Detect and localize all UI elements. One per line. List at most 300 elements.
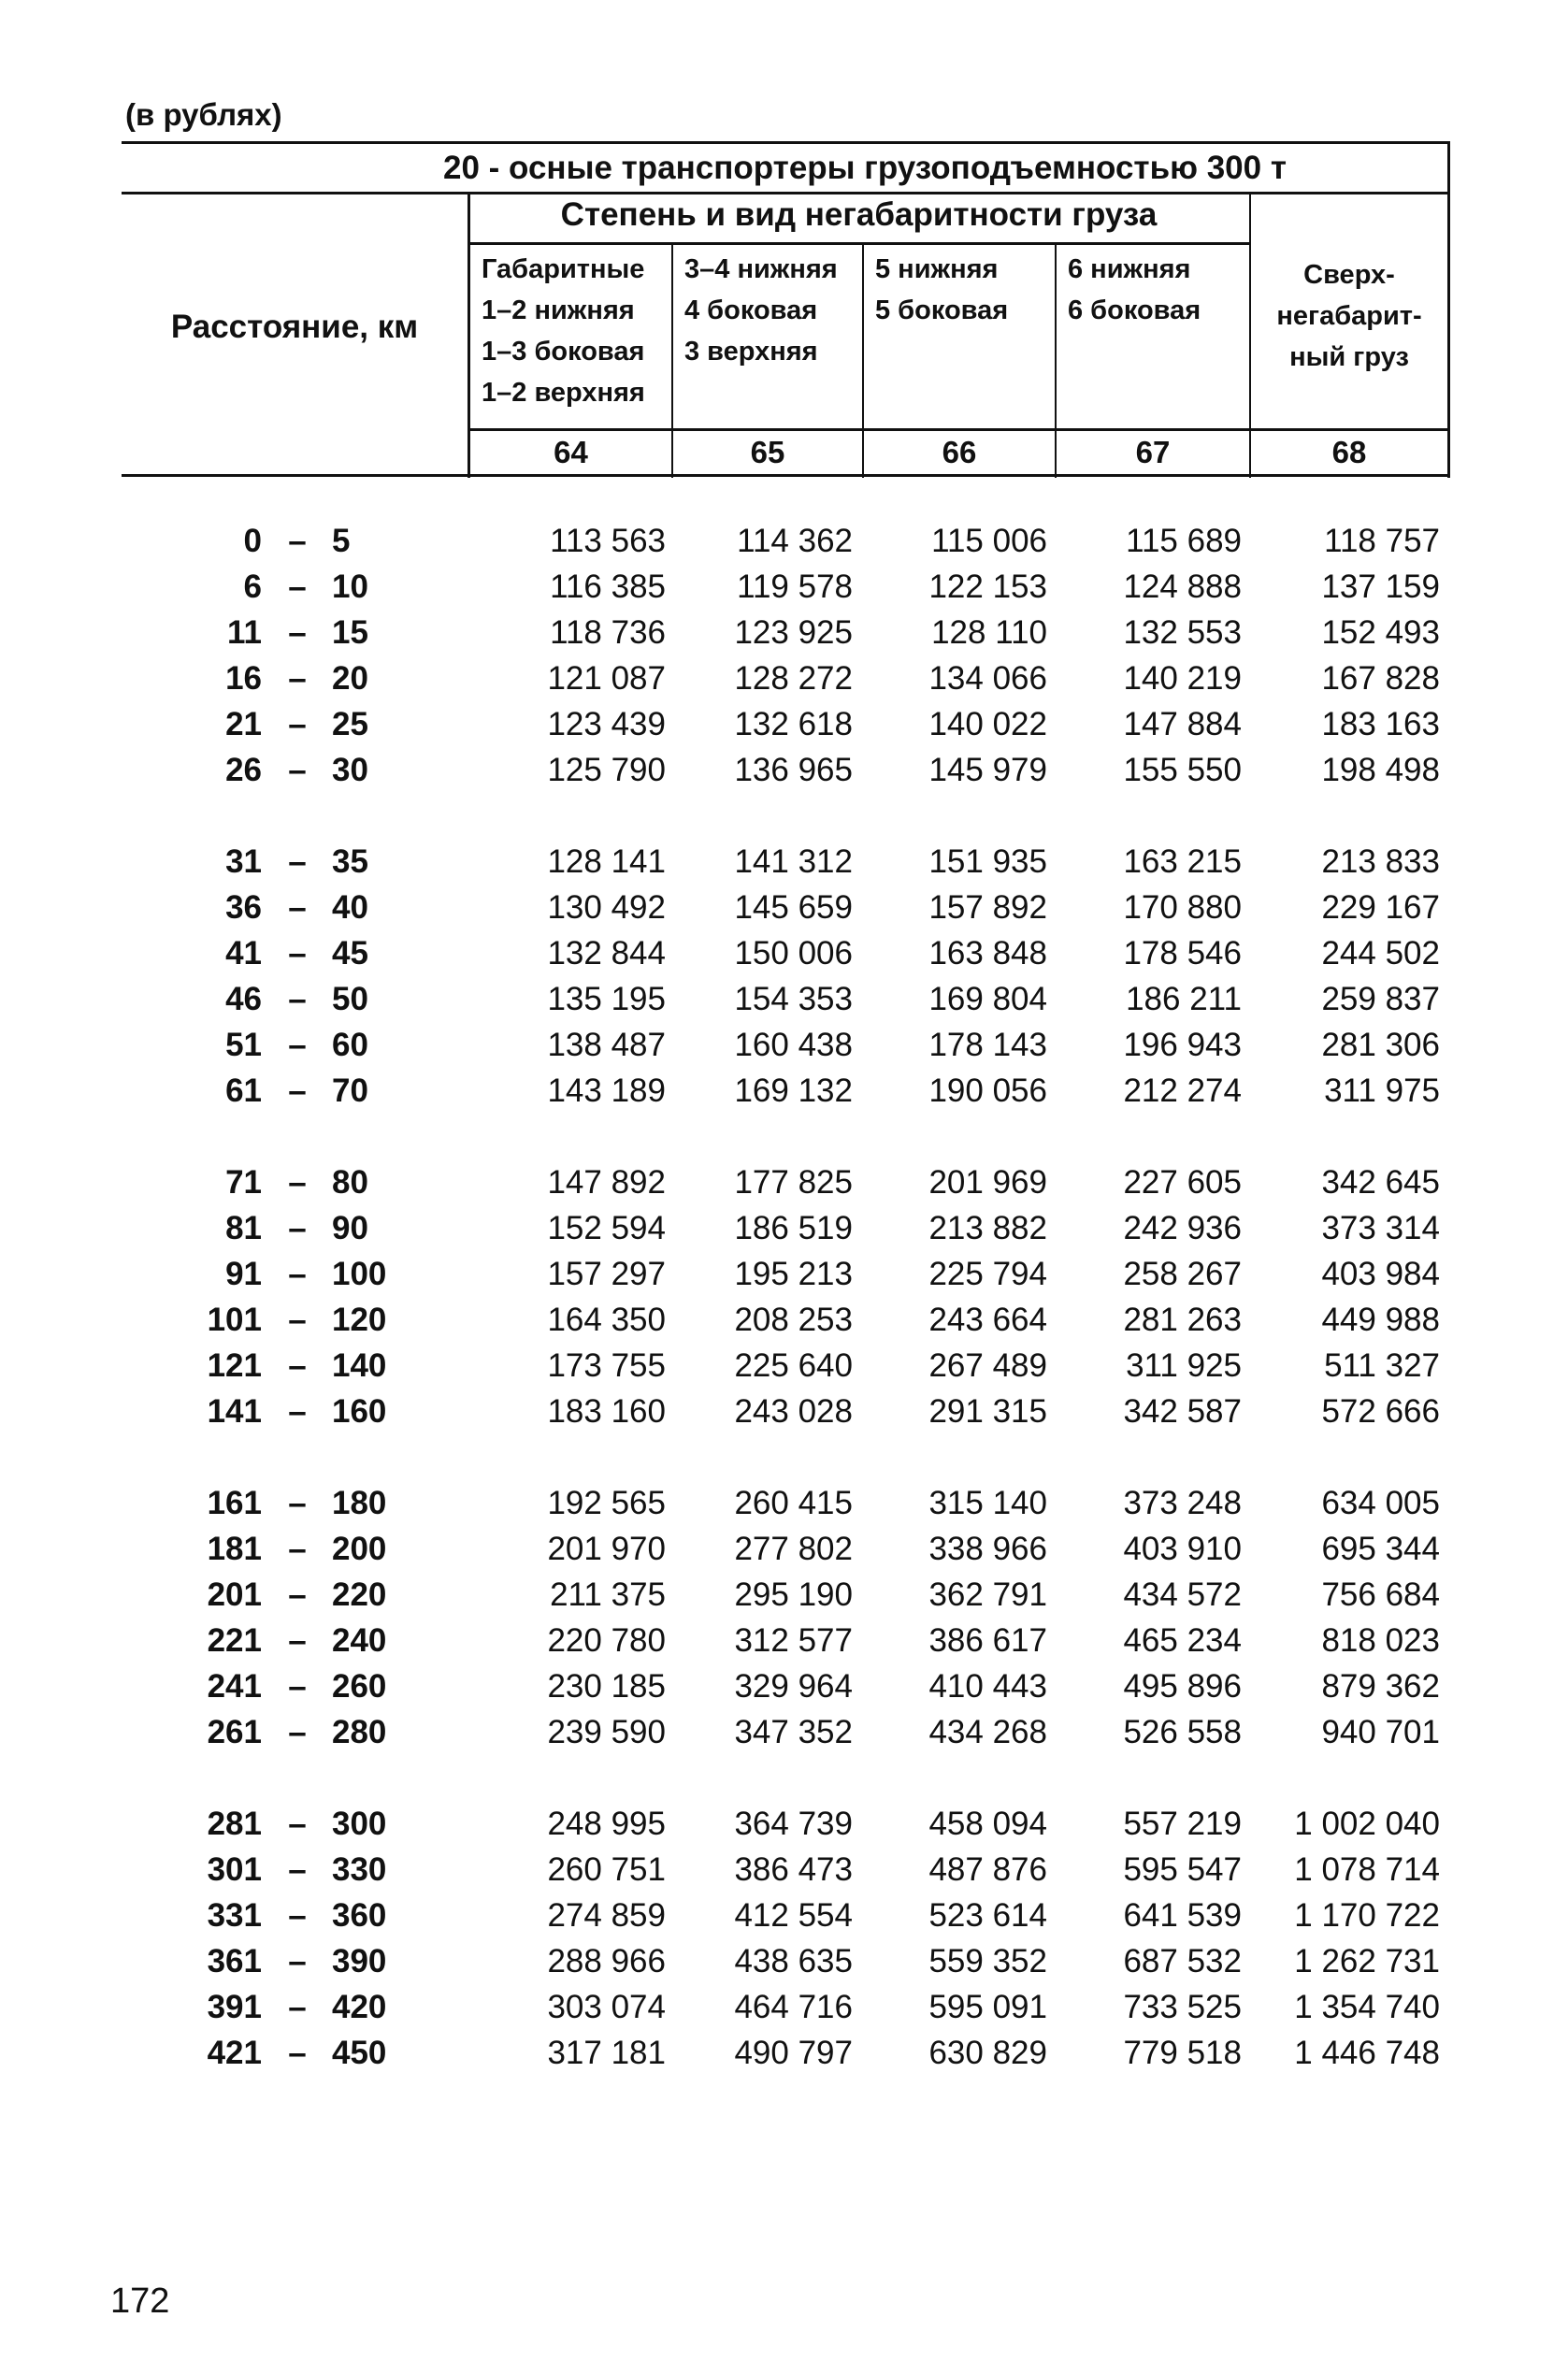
tariff-cell: 329 964 (734, 1668, 853, 1705)
range-dash: – (288, 1576, 307, 1613)
tariff-cell: 342 587 (1123, 1393, 1242, 1430)
tariff-cell: 225 794 (928, 1256, 1047, 1292)
tariff-cell: 152 594 (547, 1210, 666, 1246)
column-header-68 (1251, 254, 1447, 378)
range-dash: – (288, 889, 307, 926)
distance-to: 280 (332, 1714, 387, 1750)
tariff-cell: 186 519 (734, 1210, 853, 1246)
range-dash: – (288, 1256, 307, 1292)
tariff-cell: 312 577 (734, 1622, 853, 1659)
tariff-cell: 119 578 (737, 569, 853, 605)
tariff-cell: 403 910 (1123, 1531, 1242, 1567)
column-header-line: 1–2 нижняя (482, 295, 635, 325)
table-row (0, 703, 1568, 746)
tariff-cell: 634 005 (1321, 1485, 1440, 1521)
tariff-cell: 157 297 (547, 1256, 666, 1292)
tariff-cell: 1 262 731 (1294, 1943, 1440, 1979)
distance-header: Расстояние, км (170, 309, 419, 345)
distance-from: 46 (225, 981, 262, 1017)
tariff-cell: 458 094 (928, 1806, 1047, 1842)
range-dash: – (288, 523, 307, 559)
table-row (0, 1024, 1568, 1067)
tariff-cell: 128 272 (734, 660, 853, 697)
tariff-cell: 138 487 (547, 1027, 666, 1063)
range-dash: – (288, 1072, 307, 1109)
table-row (0, 1940, 1568, 1983)
distance-from: 11 (227, 614, 262, 651)
tariff-cell: 465 234 (1123, 1622, 1242, 1659)
distance-from: 331 (207, 1897, 262, 1934)
tariff-cell: 1 446 748 (1294, 2035, 1440, 2071)
range-dash: – (288, 1485, 307, 1521)
tariff-cell: 248 995 (547, 1806, 666, 1842)
tariff-cell: 155 550 (1123, 752, 1242, 788)
distance-from: 101 (207, 1302, 262, 1338)
tariff-cell: 163 848 (928, 935, 1047, 972)
tariff-cell: 244 502 (1321, 935, 1440, 972)
table-row (0, 1986, 1568, 2029)
distance-to: 60 (332, 1027, 368, 1063)
range-dash: – (288, 1806, 307, 1842)
column-header-line: Сверх- (1303, 260, 1395, 290)
tariff-cell: 136 965 (734, 752, 853, 788)
table-row (0, 612, 1568, 655)
table-row (0, 1070, 1568, 1113)
distance-to: 80 (332, 1164, 368, 1201)
distance-from: 221 (207, 1622, 262, 1659)
tariff-cell: 128 110 (931, 614, 1047, 651)
tariff-cell: 227 605 (1123, 1164, 1242, 1201)
tariff-cell: 1 170 722 (1294, 1897, 1440, 1934)
range-dash: – (288, 1027, 307, 1063)
distance-to: 180 (332, 1485, 387, 1521)
tariff-cell: 464 716 (734, 1989, 853, 2025)
tariff-cell: 490 797 (734, 2035, 853, 2071)
distance-to: 390 (332, 1943, 387, 1979)
range-dash: – (288, 1347, 307, 1384)
tariff-cell: 595 091 (928, 1989, 1047, 2025)
range-dash: – (288, 1531, 307, 1567)
tariff-cell: 687 532 (1123, 1943, 1242, 1979)
distance-from: 141 (207, 1393, 262, 1430)
column-header-65 (673, 249, 862, 372)
tariff-cell: 281 263 (1123, 1302, 1242, 1338)
distance-from: 81 (225, 1210, 262, 1246)
tariff-cell: 386 617 (928, 1622, 1047, 1659)
table-row (0, 932, 1568, 975)
tariff-cell: 147 892 (547, 1164, 666, 1201)
range-dash: – (288, 569, 307, 605)
tariff-cell: 211 375 (550, 1576, 666, 1613)
tariff-cell: 259 837 (1321, 981, 1440, 1017)
tariff-cell: 315 140 (928, 1485, 1047, 1521)
tariff-cell: 373 314 (1321, 1210, 1440, 1246)
tariff-cell: 511 327 (1324, 1347, 1440, 1384)
tariff-cell: 118 736 (550, 614, 666, 651)
page-number: 172 (110, 2281, 170, 2321)
table-row (0, 657, 1568, 700)
column-number: 68 (1331, 435, 1367, 469)
tariff-cell: 213 833 (1321, 843, 1440, 880)
distance-from: 181 (207, 1531, 262, 1567)
tariff-cell: 128 141 (547, 843, 666, 880)
distance-to: 20 (332, 660, 368, 697)
tariff-cell: 212 274 (1123, 1072, 1242, 1109)
tariff-cell: 220 780 (547, 1622, 666, 1659)
tariff-cell: 434 268 (928, 1714, 1047, 1750)
tariff-cell: 274 859 (547, 1897, 666, 1934)
tariff-cell: 242 936 (1123, 1210, 1242, 1246)
tariff-cell: 695 344 (1321, 1531, 1440, 1567)
table-row (0, 841, 1568, 884)
tariff-cell: 317 181 (547, 2035, 666, 2071)
table-row (0, 1894, 1568, 1937)
tariff-cell: 178 546 (1123, 935, 1242, 972)
range-dash: – (288, 752, 307, 788)
column-number: 67 (1135, 435, 1171, 469)
tariff-cell: 230 185 (547, 1668, 666, 1705)
table-row (0, 1619, 1568, 1662)
distance-from: 0 (243, 523, 262, 559)
tariff-cell: 434 572 (1123, 1576, 1242, 1613)
distance-to: 360 (332, 1897, 387, 1934)
distance-from: 51 (225, 1027, 262, 1063)
tariff-cell: 756 684 (1321, 1576, 1440, 1613)
distance-from: 161 (207, 1485, 262, 1521)
table-row (0, 1299, 1568, 1342)
tariff-cell: 364 739 (734, 1806, 853, 1842)
tariff-cell: 239 590 (547, 1714, 666, 1750)
column-header-line: ный груз (1289, 342, 1409, 372)
distance-to: 120 (332, 1302, 387, 1338)
distance-to: 40 (332, 889, 368, 926)
range-dash: – (288, 1393, 307, 1430)
tariff-cell: 641 539 (1123, 1897, 1242, 1934)
distance-from: 241 (207, 1668, 262, 1705)
tariff-cell: 559 352 (928, 1943, 1047, 1979)
table-row (0, 886, 1568, 929)
table-row (0, 520, 1568, 563)
tariff-cell: 116 385 (550, 569, 666, 605)
distance-to: 45 (332, 935, 368, 972)
tariff-cell: 115 689 (1126, 523, 1242, 559)
tariff-cell: 225 640 (734, 1347, 853, 1384)
tariff-cell: 557 219 (1123, 1806, 1242, 1842)
distance-to: 25 (332, 706, 368, 742)
tariff-cell: 572 666 (1321, 1393, 1440, 1430)
table-row (0, 978, 1568, 1021)
column-header-line: 4 боковая (684, 295, 818, 325)
table-row (0, 1482, 1568, 1525)
tariff-cell: 137 159 (1321, 569, 1440, 605)
distance-to: 450 (332, 2035, 387, 2071)
tariff-cell: 1 078 714 (1294, 1851, 1440, 1888)
distance-to: 240 (332, 1622, 387, 1659)
tariff-cell: 449 988 (1321, 1302, 1440, 1338)
tariff-cell: 124 888 (1123, 569, 1242, 605)
tariff-cell: 169 132 (734, 1072, 853, 1109)
column-number: 64 (554, 435, 588, 469)
tariff-cell: 154 353 (734, 981, 853, 1017)
tariff-cell: 132 553 (1123, 614, 1242, 651)
table-row (0, 1574, 1568, 1617)
tariff-cell: 487 876 (928, 1851, 1047, 1888)
tariff-cell: 386 473 (734, 1851, 853, 1888)
tariff-cell: 157 892 (928, 889, 1047, 926)
column-header-line: 6 нижняя (1068, 254, 1191, 284)
column-header-line: 1–3 боковая (482, 337, 645, 367)
distance-from: 361 (207, 1943, 262, 1979)
range-dash: – (288, 843, 307, 880)
tariff-cell: 183 163 (1321, 706, 1440, 742)
tariff-cell: 523 614 (928, 1897, 1047, 1934)
distance-from: 391 (207, 1989, 262, 2025)
range-dash: – (288, 1897, 307, 1934)
tariff-cell: 177 825 (734, 1164, 853, 1201)
tariff-cell: 779 518 (1123, 2035, 1242, 2071)
distance-from: 36 (225, 889, 262, 926)
tariff-cell: 195 213 (734, 1256, 853, 1292)
tariff-cell: 288 966 (547, 1943, 666, 1979)
table-row (0, 1207, 1568, 1250)
distance-to: 220 (332, 1576, 387, 1613)
tariff-cell: 164 350 (547, 1302, 666, 1338)
tariff-cell: 150 006 (734, 935, 853, 972)
table-row (0, 1528, 1568, 1571)
tariff-cell: 132 844 (547, 935, 666, 972)
distance-from: 261 (207, 1714, 262, 1750)
tariff-cell: 125 790 (547, 752, 666, 788)
distance-to: 30 (332, 752, 368, 788)
tariff-cell: 295 190 (734, 1576, 853, 1613)
tariff-cell: 132 618 (734, 706, 853, 742)
unit-rule (122, 141, 1449, 144)
range-dash: – (288, 1302, 307, 1338)
tariff-cell: 879 362 (1321, 1668, 1440, 1705)
distance-to: 35 (332, 843, 368, 880)
tariff-cell: 373 248 (1123, 1485, 1242, 1521)
table-row (0, 1345, 1568, 1388)
tariff-cell: 1 002 040 (1294, 1806, 1440, 1842)
tariff-cell: 630 829 (928, 2035, 1047, 2071)
distance-to: 15 (332, 614, 368, 651)
distance-to: 50 (332, 981, 368, 1017)
tariff-cell: 412 554 (734, 1897, 853, 1934)
tariff-cell: 134 066 (928, 660, 1047, 697)
column-header-line: 3 верхняя (684, 337, 818, 367)
distance-to: 420 (332, 1989, 387, 2025)
tariff-cell: 178 143 (928, 1027, 1047, 1063)
tariff-cell: 186 211 (1126, 981, 1242, 1017)
column-header-line: Габаритные (482, 254, 645, 284)
distance-from: 26 (225, 752, 262, 788)
column-number: 65 (750, 435, 785, 469)
tariff-cell: 267 489 (928, 1347, 1047, 1384)
tariff-cell: 291 315 (928, 1393, 1047, 1430)
tariff-cell: 141 312 (734, 843, 853, 880)
column-header-line: 5 боковая (875, 295, 1009, 325)
distance-to: 70 (332, 1072, 368, 1109)
tariff-cell: 362 791 (928, 1576, 1047, 1613)
tariff-cell: 145 659 (734, 889, 853, 926)
table-row (0, 1253, 1568, 1296)
distance-from: 61 (225, 1072, 262, 1109)
tariff-cell: 438 635 (734, 1943, 853, 1979)
column-header-line: 3–4 нижняя (684, 254, 838, 284)
tariff-cell: 151 935 (928, 843, 1047, 880)
tariff-cell: 160 438 (734, 1027, 853, 1063)
transporter-title: 20 - осные транспортеры грузоподъемностью 300 т (443, 150, 1287, 186)
distance-to: 260 (332, 1668, 387, 1705)
column-header-line: 5 нижняя (875, 254, 999, 284)
distance-to: 200 (332, 1531, 387, 1567)
header-border (122, 474, 1449, 477)
distance-from: 21 (225, 706, 262, 742)
distance-to: 100 (332, 1256, 387, 1292)
range-dash: – (288, 1210, 307, 1246)
range-dash: – (288, 1622, 307, 1659)
tariff-cell: 281 306 (1321, 1027, 1440, 1063)
distance-from: 301 (207, 1851, 262, 1888)
tariff-cell: 183 160 (547, 1393, 666, 1430)
distance-to: 10 (332, 569, 368, 605)
header-border (468, 428, 1449, 431)
tariff-cell: 173 755 (547, 1347, 666, 1384)
range-dash: – (288, 1851, 307, 1888)
column-header-line: 6 боковая (1068, 295, 1201, 325)
distance-from: 281 (207, 1806, 262, 1842)
range-dash: – (288, 1668, 307, 1705)
table-row (0, 566, 1568, 609)
range-dash: – (288, 706, 307, 742)
tariff-cell: 115 006 (931, 523, 1047, 559)
tariff-cell: 121 087 (547, 660, 666, 697)
tariff-cell: 192 565 (547, 1485, 666, 1521)
tariff-cell: 145 979 (928, 752, 1047, 788)
tariff-cell: 113 563 (550, 523, 666, 559)
table-row (0, 2032, 1568, 2075)
range-dash: – (288, 935, 307, 972)
tariff-cell: 260 751 (547, 1851, 666, 1888)
tariff-cell: 213 882 (928, 1210, 1047, 1246)
tariff-cell: 495 896 (1123, 1668, 1242, 1705)
table-row (0, 1803, 1568, 1846)
tariff-cell: 135 195 (547, 981, 666, 1017)
tariff-cell: 338 966 (928, 1531, 1047, 1567)
range-dash: – (288, 614, 307, 651)
tariff-cell: 277 802 (734, 1531, 853, 1567)
tariff-cell: 1 354 740 (1294, 1989, 1440, 2025)
tariff-cell: 243 664 (928, 1302, 1047, 1338)
distance-from: 421 (207, 2035, 262, 2071)
tariff-cell: 198 498 (1321, 752, 1440, 788)
table-row (0, 1665, 1568, 1708)
tariff-cell: 196 943 (1123, 1027, 1242, 1063)
tariff-cell: 152 493 (1321, 614, 1440, 651)
table-row (0, 749, 1568, 792)
column-header-66 (864, 249, 1055, 331)
tariff-cell: 123 439 (547, 706, 666, 742)
tariff-cell: 143 189 (547, 1072, 666, 1109)
distance-from: 6 (243, 569, 262, 605)
distance-from: 31 (225, 843, 262, 880)
distance-from: 16 (225, 660, 262, 697)
tariff-cell: 311 975 (1324, 1072, 1440, 1109)
tariff-cell: 940 701 (1321, 1714, 1440, 1750)
table-row (0, 1711, 1568, 1754)
range-dash: – (288, 1164, 307, 1201)
oversize-grade-title: Степень и вид негабаритности груза (560, 196, 1158, 233)
tariff-cell: 190 056 (928, 1072, 1047, 1109)
distance-to: 140 (332, 1347, 387, 1384)
distance-from: 91 (225, 1256, 262, 1292)
range-dash: – (288, 660, 307, 697)
tariff-cell: 208 253 (734, 1302, 853, 1338)
range-dash: – (288, 981, 307, 1017)
tariff-cell: 311 925 (1126, 1347, 1242, 1384)
tariff-cell: 140 022 (928, 706, 1047, 742)
column-number: 66 (942, 435, 977, 469)
distance-from: 41 (225, 935, 262, 972)
range-dash: – (288, 1714, 307, 1750)
tariff-cell: 201 970 (547, 1531, 666, 1567)
tariff-cell: 169 804 (928, 981, 1047, 1017)
distance-to: 160 (332, 1393, 387, 1430)
tariff-cell: 733 525 (1123, 1989, 1242, 2025)
tariff-cell: 163 215 (1123, 843, 1242, 880)
distance-from: 121 (207, 1347, 262, 1384)
column-header-line: негабарит- (1276, 301, 1422, 331)
distance-to: 300 (332, 1806, 387, 1842)
tariff-cell: 201 969 (928, 1164, 1047, 1201)
tariff-cell: 114 362 (737, 523, 853, 559)
tariff-cell: 170 880 (1123, 889, 1242, 926)
tariff-cell: 410 443 (928, 1668, 1047, 1705)
distance-to: 330 (332, 1851, 387, 1888)
column-header-64 (470, 249, 671, 413)
tariff-cell: 818 023 (1321, 1622, 1440, 1659)
tariff-cell: 342 645 (1321, 1164, 1440, 1201)
tariff-cell: 243 028 (734, 1393, 853, 1430)
tariff-cell: 122 153 (928, 569, 1047, 605)
range-dash: – (288, 1943, 307, 1979)
table-row (0, 1390, 1568, 1433)
tariff-cell: 258 267 (1123, 1256, 1242, 1292)
tariff-cell: 147 884 (1123, 706, 1242, 742)
distance-to: 90 (332, 1210, 368, 1246)
tariff-cell: 118 757 (1324, 523, 1440, 559)
table-row (0, 1849, 1568, 1892)
column-header-67 (1057, 249, 1249, 331)
header-border (468, 242, 1250, 245)
tariff-cell: 526 558 (1123, 1714, 1242, 1750)
range-dash: – (288, 1989, 307, 2025)
table-row (0, 1161, 1568, 1204)
distance-to: 5 (332, 523, 351, 559)
tariff-cell: 229 167 (1321, 889, 1440, 926)
column-header-line: 1–2 верхняя (482, 378, 645, 408)
range-dash: – (288, 2035, 307, 2071)
tariff-cell: 303 074 (547, 1989, 666, 2025)
tariff-cell: 167 828 (1321, 660, 1440, 697)
tariff-cell: 347 352 (734, 1714, 853, 1750)
tariff-cell: 123 925 (734, 614, 853, 651)
distance-from: 201 (207, 1576, 262, 1613)
tariff-cell: 130 492 (547, 889, 666, 926)
tariff-cell: 260 415 (734, 1485, 853, 1521)
tariff-cell: 595 547 (1123, 1851, 1242, 1888)
distance-from: 71 (225, 1164, 262, 1201)
